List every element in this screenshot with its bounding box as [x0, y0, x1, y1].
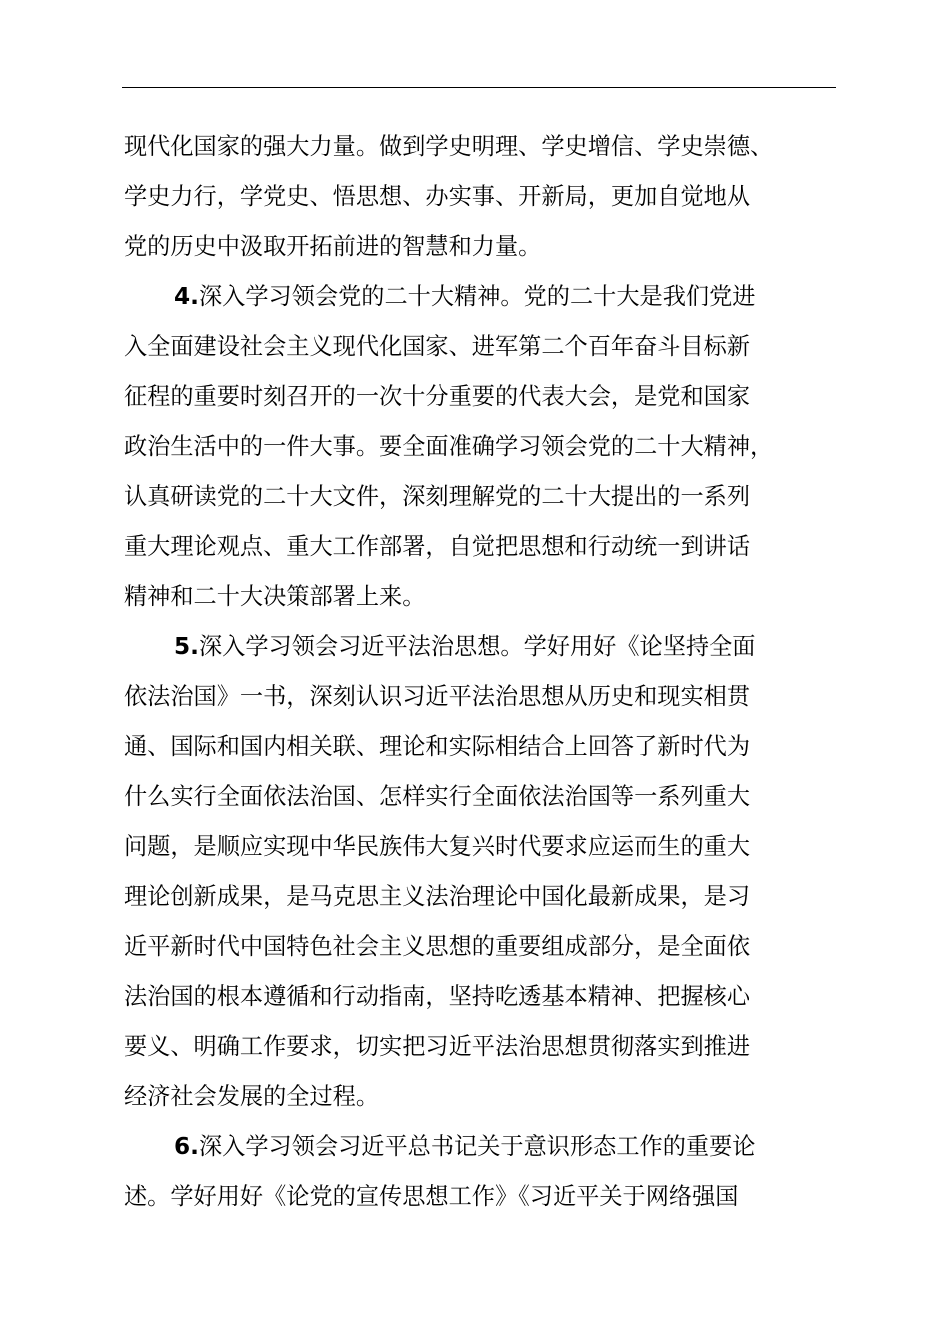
text-line	[124, 472, 840, 522]
text-line	[124, 522, 840, 572]
item-number: 5.	[174, 633, 199, 660]
text-line-content: 党的历史中汲取开拓前进的智慧和力量。	[124, 233, 542, 260]
text-line	[124, 322, 840, 372]
text-line-content: 要义、明确工作要求，切实把习近平法治思想贯彻落实到推进	[124, 1033, 751, 1060]
text-line-content: 述。学好用好《论党的宣传思想工作》《习近平关于网络强国	[124, 1183, 739, 1210]
text-line	[124, 822, 840, 872]
text-line-content: 学史力行，学党史、悟思想、办实事、开新局，更加自觉地从	[124, 183, 751, 210]
text-line-content: 精神和二十大决策部署上来。	[124, 583, 426, 610]
text-line	[124, 772, 840, 822]
header-rule	[122, 87, 836, 88]
text-line	[124, 1072, 840, 1122]
paragraph-5-heading	[124, 622, 840, 672]
text-line-content: 问题，是顺应实现中华民族伟大复兴时代要求应运而生的重大	[124, 833, 751, 860]
text-line	[124, 222, 840, 272]
text-line	[124, 672, 840, 722]
item-number: 4.	[174, 283, 199, 310]
text-line-content: 入全面建设社会主义现代化国家、进军第二个百年奋斗目标新	[124, 333, 751, 360]
text-line	[124, 922, 840, 972]
text-line	[124, 972, 840, 1022]
paragraph-4-heading	[124, 272, 840, 322]
text-line-content: 认真研读党的二十大文件，深刻理解党的二十大提出的一系列	[124, 483, 751, 510]
text-line	[124, 722, 840, 772]
text-line	[124, 1172, 840, 1222]
text-line	[124, 372, 840, 422]
text-line-content: 法治国的根本遵循和行动指南，坚持吃透基本精神、把握核心	[124, 983, 751, 1010]
text-line	[124, 122, 840, 172]
text-line	[124, 1022, 840, 1072]
text-line-content: 深入学习领会党的二十大精神。党的二十大是我们党进	[198, 283, 756, 310]
text-line-content: 理论创新成果，是马克思主义法治理论中国化最新成果，是习	[124, 883, 751, 910]
text-line-content: 深入学习领会习近平总书记关于意识形态工作的重要论	[198, 1133, 756, 1160]
text-line-content: 什么实行全面依法治国、怎样实行全面依法治国等一系列重大	[124, 783, 751, 810]
text-line	[124, 572, 840, 622]
text-line-content: 征程的重要时刻召开的一次十分重要的代表大会，是党和国家	[124, 383, 751, 410]
text-line-content: 近平新时代中国特色社会主义思想的重要组成部分，是全面依	[124, 933, 751, 960]
text-line-content: 通、国际和国内相关联、理论和实际相结合上回答了新时代为	[124, 733, 751, 760]
text-line	[124, 172, 840, 222]
text-line-content: 经济社会发展的全过程。	[124, 1083, 380, 1110]
text-line-content: 政治生活中的一件大事。要全面准确学习领会党的二十大精神，	[124, 433, 774, 460]
item-number: 6.	[174, 1133, 199, 1160]
text-line	[124, 422, 840, 472]
text-line-content: 重大理论观点、重大工作部署，自觉把思想和行动统一到讲话	[124, 533, 751, 560]
text-line-content: 依法治国》一书，深刻认识习近平法治思想从历史和现实相贯	[124, 683, 751, 710]
paragraph-6-heading	[124, 1122, 840, 1172]
text-line	[124, 872, 840, 922]
text-line-content: 现代化国家的强大力量。做到学史明理、学史增信、学史崇德、	[124, 133, 774, 160]
text-line-content: 深入学习领会习近平法治思想。学好用好《论坚持全面	[198, 633, 756, 660]
body-text	[124, 122, 840, 1222]
